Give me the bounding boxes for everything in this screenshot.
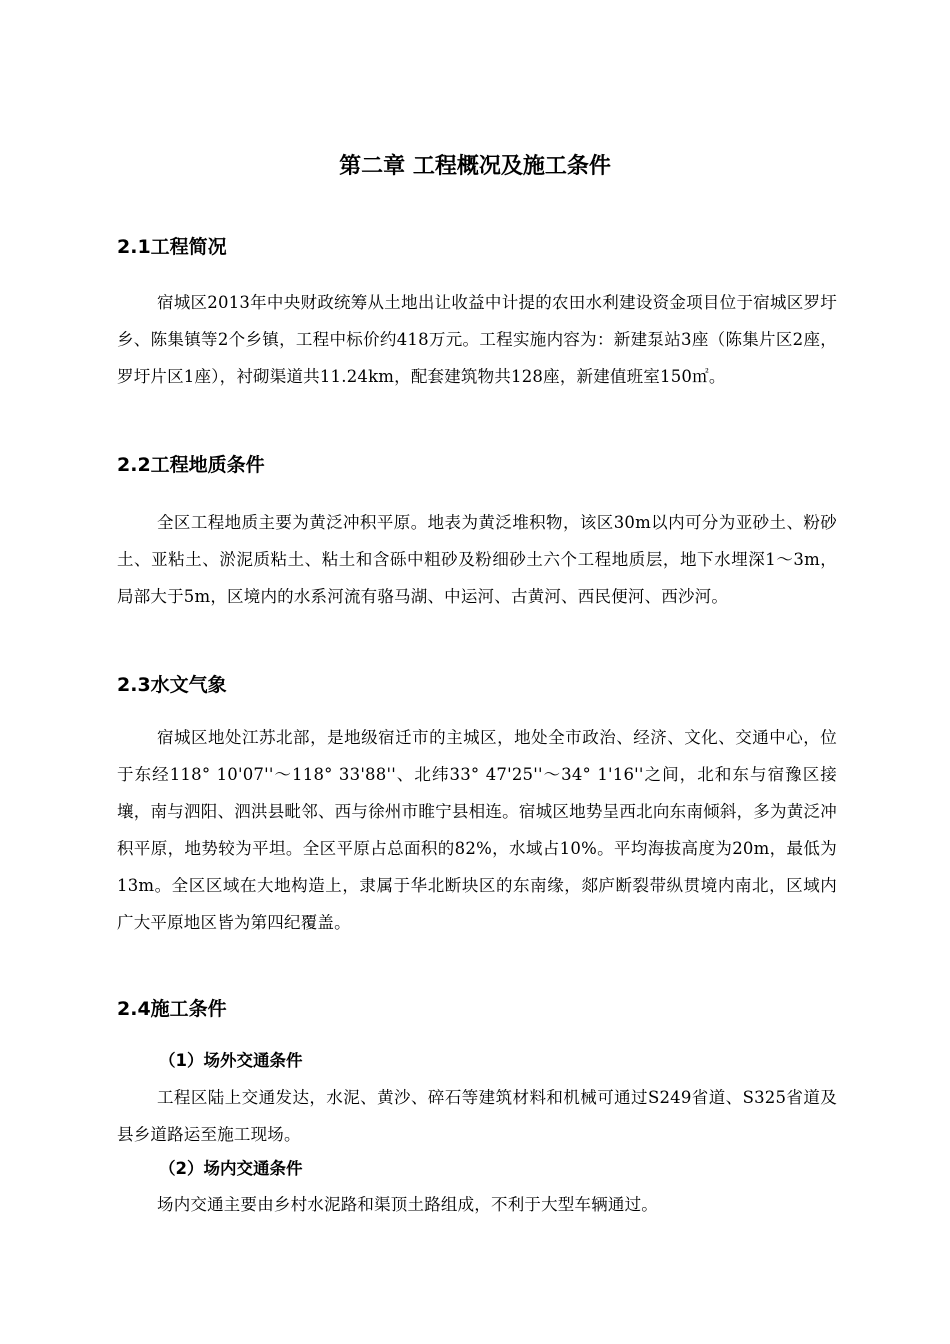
section-heading-2-4: 2.4施工条件 — [117, 998, 227, 1020]
subsection-heading-offsite-traffic: （1）场外交通条件 — [159, 1051, 303, 1070]
section-heading-2-1: 2.1工程简况 — [117, 236, 227, 258]
section-paragraph-2-2: 全区工程地质主要为黄泛冲积平原。地表为黄泛堆积物，该区30m以内可分为亚砂土、粉砂土、亚粘土、淤泥质粘土、粘土和含砾中粗砂及粉细砂土六个工程地质层，地下水埋深1～3m，局部大于5m，区境内的水系河流有骆马湖、中运河、古黄河、西民便河、西沙河。 — [117, 513, 837, 606]
subsection-paragraph-onsite-traffic: 场内交通主要由乡村水泥路和渠顶土路组成，不利于大型车辆通过。 — [157, 1195, 658, 1214]
chapter-title: 第二章 工程概况及施工条件 — [339, 154, 611, 179]
subsection-heading-onsite-traffic: （2）场内交通条件 — [159, 1159, 303, 1178]
section-heading-2-2: 2.2工程地质条件 — [117, 454, 265, 476]
section-heading-2-3: 2.3水文气象 — [117, 674, 227, 696]
section-paragraph-2-1: 宿城区2013年中央财政统筹从土地出让收益中计提的农田水利建设资金项目位于宿城区罗圩乡、陈集镇等2个乡镇，工程中标价约418万元。工程实施内容为：新建泵站3座（陈集片区2座，罗圩片区1座），衬砌渠道共11.24km，配套建筑物共128座，新建值班室150㎡。 — [117, 293, 837, 386]
section-paragraph-2-3: 宿城区地处江苏北部，是地级宿迁市的主城区，地处全市政治、经济、文化、交通中心，位于东经118° 10'07''～118° 33'88''、北纬33° 47'25''～34° 1'16''之间，北和东与宿豫区接壤，南与泗阳、泗洪县毗邻、西与徐州市睢宁县相连。宿城区地势呈西北向东南倾斜，多为黄泛冲积平原，地势较为平坦。全区平原占总面积的82%，水域占10%。平均海拔高度为20m，最低为13m。全区区域在大地构造上，隶属于华北断块区的东南缘，郯庐断裂带纵贯境内南北，区域内广大平原地区皆为第四纪覆盖。 — [117, 728, 837, 932]
subsection-paragraph-offsite-traffic: 工程区陆上交通发达，水泥、黄沙、碎石等建筑材料和机械可通过S249省道、S325省道及县乡道路运至施工现场。 — [117, 1088, 837, 1144]
